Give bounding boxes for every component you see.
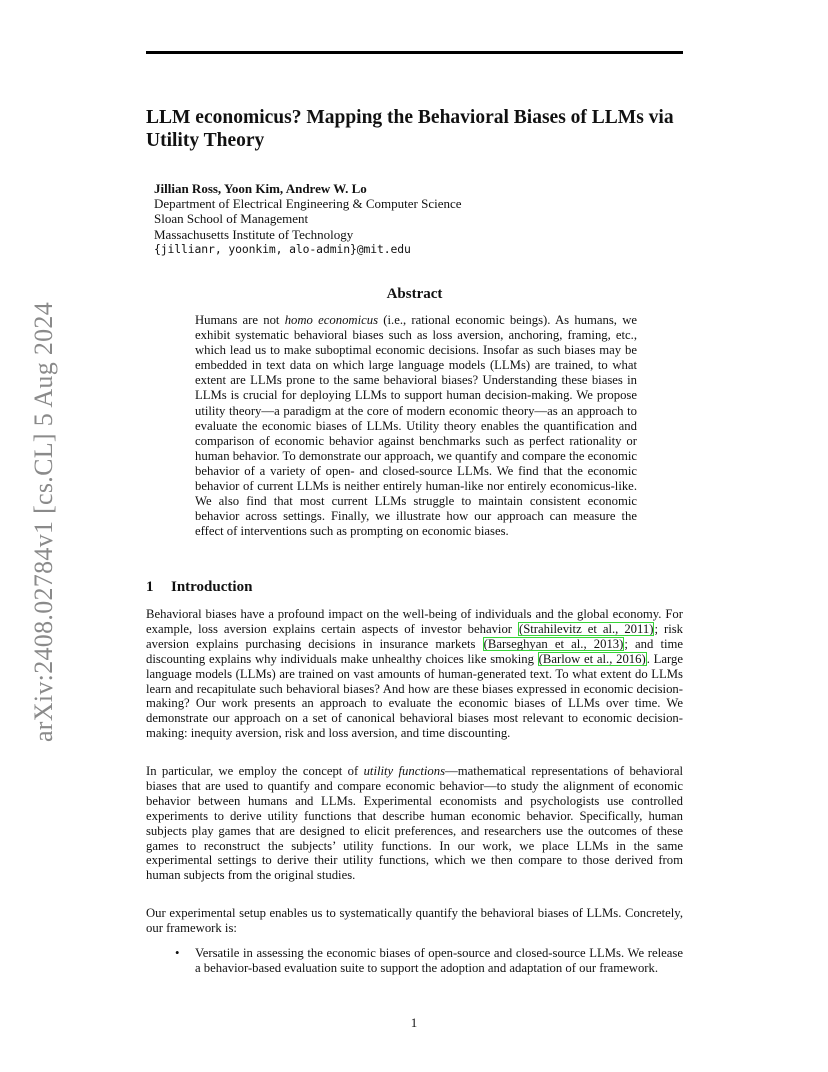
section-number: 1 xyxy=(146,579,154,595)
p2-italic-term: utility functions xyxy=(363,764,446,778)
author-emails: {jillianr, yoonkim, alo-admin}@mit.edu xyxy=(154,241,411,256)
p1-text-c: ; and time discounting explains why individuals make unhealthy choices like smoking xyxy=(146,636,683,666)
bullet-icon: • xyxy=(175,946,180,960)
citation-link-barlow[interactable]: (Barlow et al., 2016) xyxy=(538,651,646,666)
affiliation-department: Department of Electrical Engineering & Computer Science xyxy=(154,196,462,212)
p2-text-a: In particular, we employ the concept of xyxy=(146,764,364,778)
p2-text-b: —mathematical representations of behavioral biases that are used to quantify and compare economic behavior—to study the alignment of economic behavior between humans and LLMs. Experimental economists and psychologists use controlled experiments to derive utility functions that describe human economic behavior. Specifically, human subjects play games that are designed to elicit preferences, and researchers use the outcomes of these games to reconstruct the subjects’ utility functions. In our work, we place LLMs in the same experimental settings to derive their utility functions, which we then compare to those derived from human subjects from the original studies. xyxy=(146,764,683,883)
p1-text-d: . Large language models (LLMs) are trained on vast amounts of human-generated text. To what extent do LLMs learn and recapitulate such behavioral biases? And how are these biases expressed in economic decision-making? Our work presents an approach to evaluate the economic biases of LLMs over time. We demonstrate our approach on a set of canonical behavioral biases most relevant to economic decision-making: inequity aversion, risk and loss aversion, and time discounting. xyxy=(146,651,683,741)
paper-title: LLM economicus? Mapping the Behavioral Biases of LLMs via Utility Theory xyxy=(146,107,674,151)
affiliation-institute: Massachusetts Institute of Technology xyxy=(154,226,354,242)
intro-paragraph-2 xyxy=(146,764,683,883)
page-number: 1 xyxy=(410,1015,418,1030)
abstract-text xyxy=(195,313,637,539)
framework-bullet-list xyxy=(175,946,683,976)
section-title: Introduction xyxy=(171,579,253,595)
section-heading-introduction xyxy=(146,579,252,596)
affiliation-school: Sloan School of Management xyxy=(154,211,309,227)
bullet-text: Versatile in assessing the economic biases of open-source and closed-source LLMs. We release a behavior-based evaluation suite to support the adoption and adaptation of our framework. xyxy=(195,946,683,975)
p1-text-a: Behavioral biases have a profound impact on the well-being of individuals and the global economy. For example, loss aversion explains certain aspects of investor behavior xyxy=(146,607,683,636)
intro-paragraph-3: Our experimental setup enables us to systematically quantify the behavioral biases of LLMs. Concretely, our framework is: xyxy=(146,906,683,935)
title-rule xyxy=(146,51,683,54)
intro-paragraph-1 xyxy=(146,607,683,741)
abstract-heading: Abstract xyxy=(386,286,443,302)
list-item xyxy=(175,946,683,976)
p1-text-b: ; risk aversion explains purchasing decisions in insurance markets xyxy=(146,621,683,651)
author-names: Jillian Ross, Yoon Kim, Andrew W. Lo xyxy=(154,181,367,196)
arxiv-identifier-stamp: arXiv:2408.02784v1 [cs.CL] 5 Aug 2024 xyxy=(29,301,58,743)
citation-link-strahilevitz[interactable]: (Strahilevitz et al., 2011) xyxy=(519,621,654,636)
abstract-italic-term: homo economicus xyxy=(284,313,379,327)
abstract-text-start: Humans are not xyxy=(195,313,285,327)
citation-link-barseghyan[interactable]: (Barseghyan et al., 2013) xyxy=(483,636,624,651)
abstract-text-rest: (i.e., rational economic beings). As humans, we exhibit systematic behavioral biases such as loss aversion, anchoring, framing, etc., which lead us to make suboptimal economic decisions. Insofar as such biases may be embedded in text data on which large language models (LLMs) are trained, to what extent are LLMs prone to the same behavioral biases? Understanding these biases in LLMs is crucial for deploying LLMs to support human decision-making. We propose utility theory—a paradigm at the core of modern economic theory—as an approach to evaluate the economic biases of LLMs. Utility theory enables the quantification and comparison of economic behavior against benchmarks such as perfect rationality or human behavior. To demonstrate our approach, we quantify and compare the economic behavior of a variety of open- and closed-source LLMs. We find that the economic behavior of current LLMs is neither entirely human-like nor entirely economicus-like. We also find that most current LLMs struggle to maintain consistent economic behavior across settings. Finally, we illustrate how our approach can measure the effect of interventions such as prompting on economic biases. xyxy=(195,313,637,539)
author-block xyxy=(154,181,584,257)
